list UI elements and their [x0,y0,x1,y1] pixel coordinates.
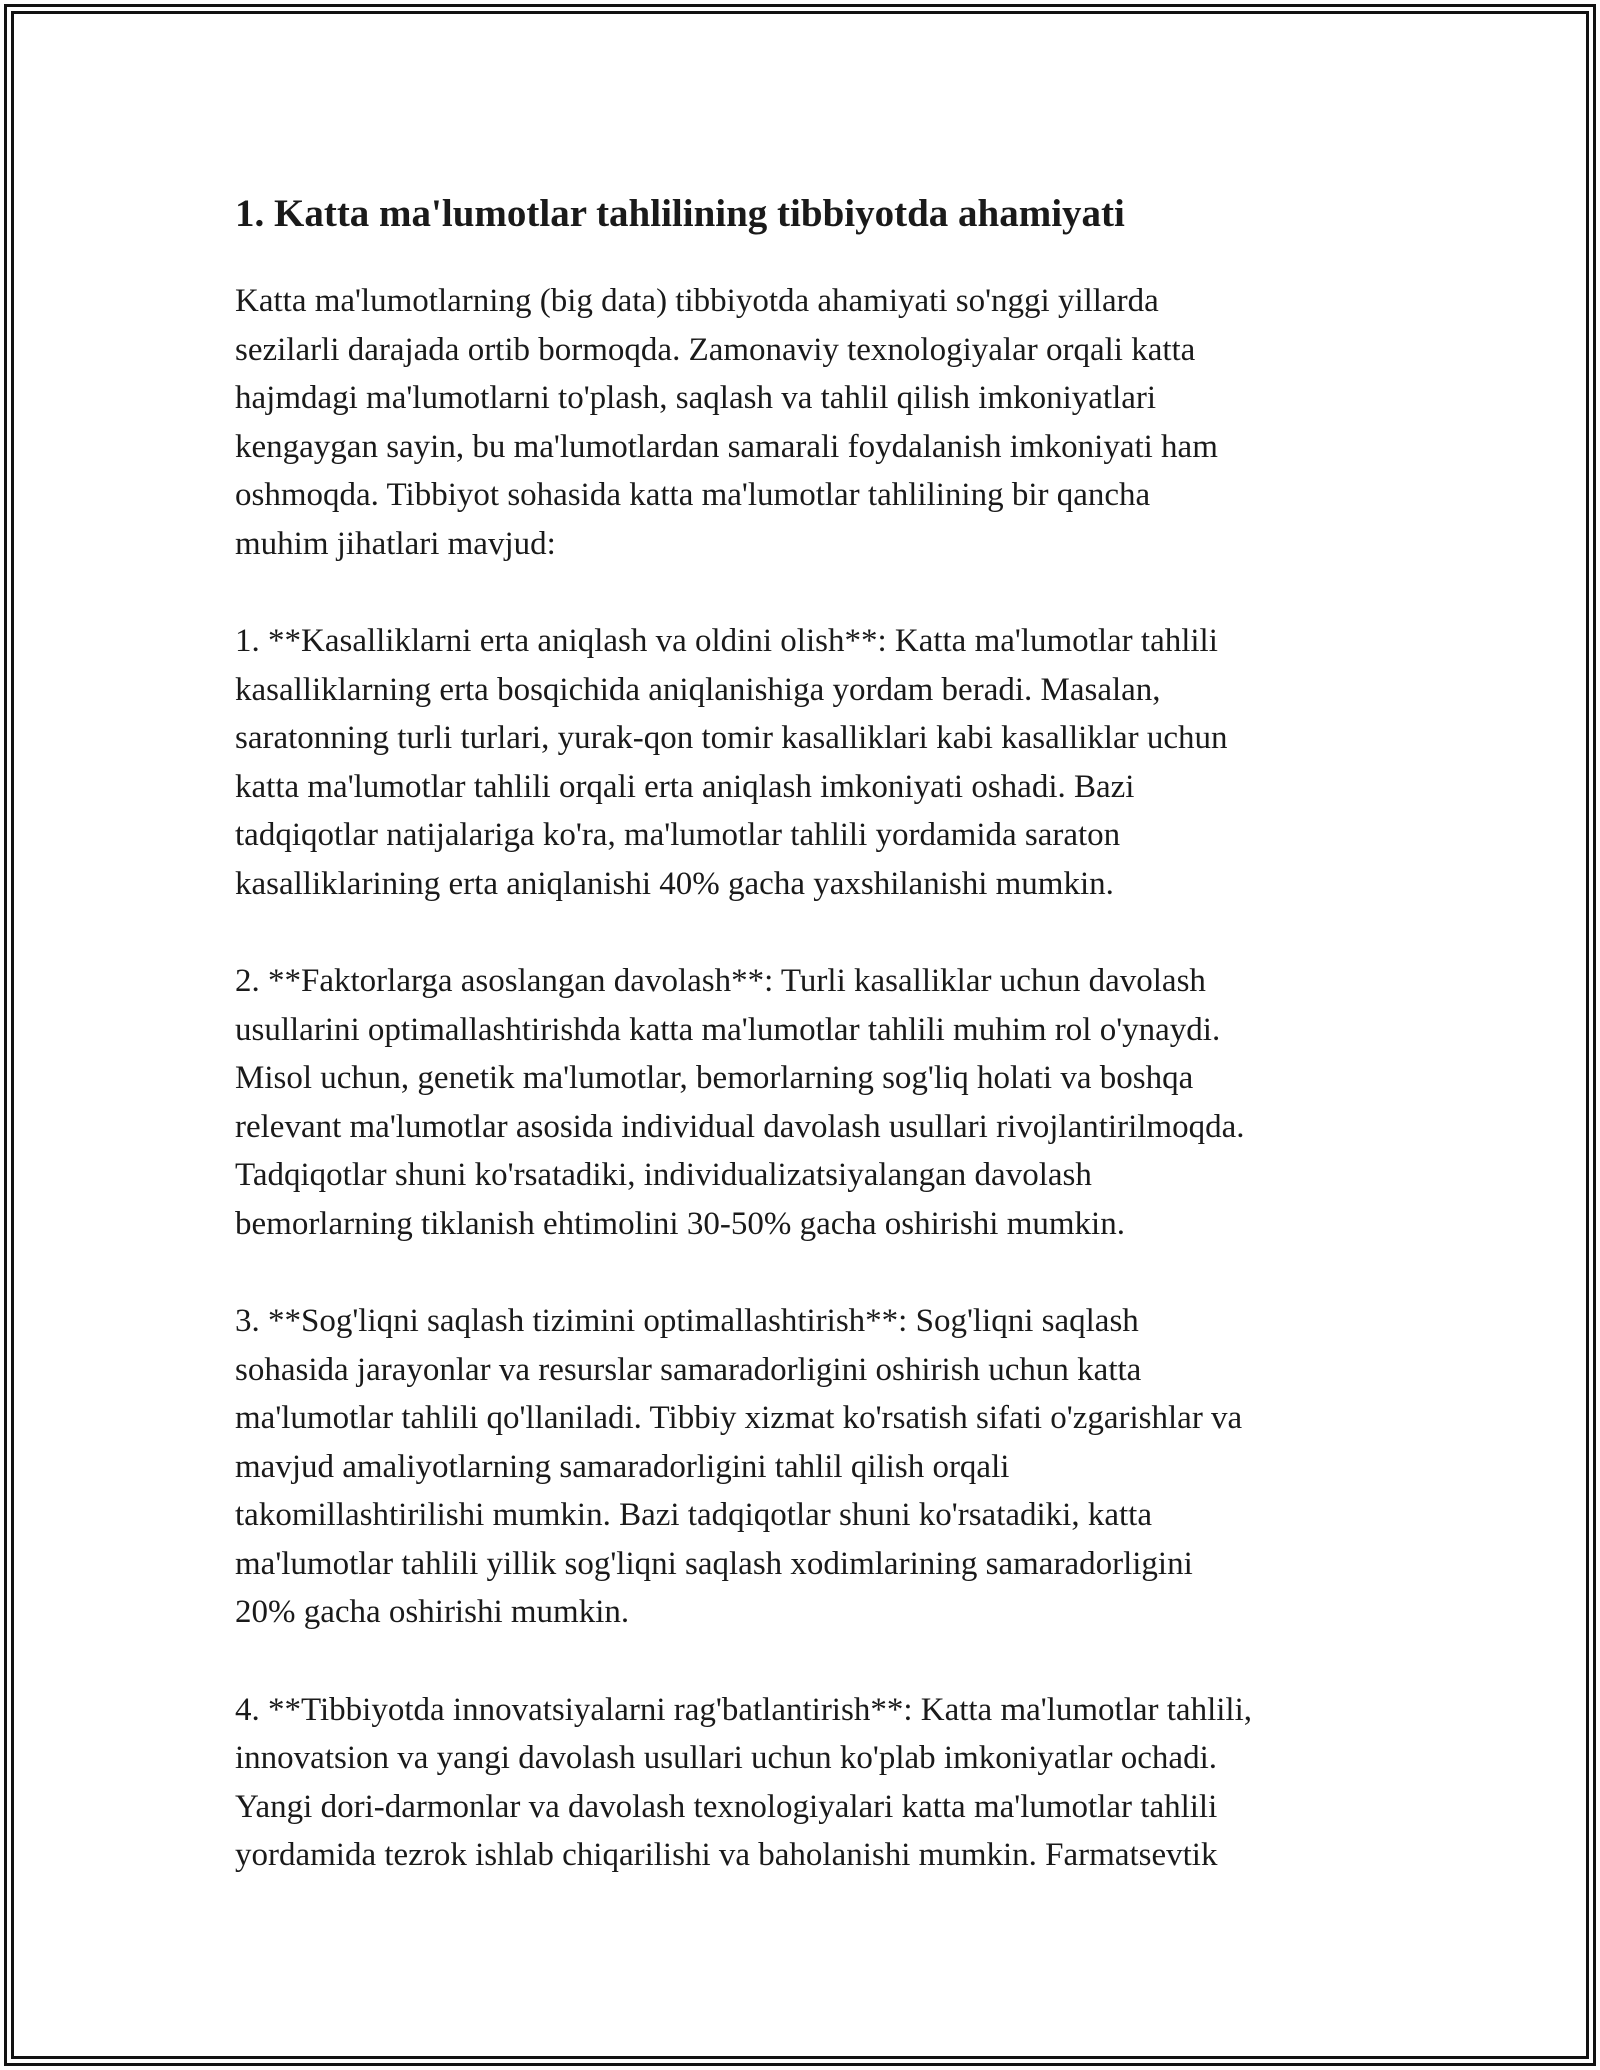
document-body [235,185,1385,1929]
text-line: kengaygan sayin, bu ma'lumotlardan samarali foydalanish imkoniyati ham [235,428,1218,465]
text-line: Tadqiqotlar shuni ko'rsatadiki, individualizatsiyalangan davolash [235,1157,1092,1193]
text-line: kasalliklarning erta bosqichida aniqlanishiga yordam beradi. Masalan, [235,671,1161,708]
text-line: Misol uchun, genetik ma'lumotlar, bemorlarning sog'liq holati va boshqa [235,1060,1194,1096]
paragraph-item-2 [235,957,1385,1248]
text-line: sohasida jarayonlar va resurslar samaradorligini oshirish uchun katta [235,1351,1142,1388]
text-line: ma'lumotlar tahlili yillik sog'liqni saqlash xodimlarining samaradorligini [235,1545,1193,1582]
text-line: relevant ma'lumotlar asosida individual davolash usullari rivojlantirilmoqda. [235,1108,1245,1145]
text-line: saratonning turli turlari, yurak-qon tomir kasalliklari kabi kasalliklar uchun [235,720,1228,756]
text-line: kasalliklarining erta aniqlanishi 40% gacha yaxshilanishi mumkin. [235,865,1114,902]
text-line: takomillashtirilishi mumkin. Bazi tadqiqotlar shuni ko'rsatadiki, katta [235,1497,1152,1533]
text-line: usullarini optimallashtirishda katta ma'lumotlar tahlili muhim rol o'ynaydi. [235,1011,1221,1048]
section-heading: 1. Katta ma'lumotlar tahlilining tibbiyotda ahamiyati [235,192,1125,235]
text-line: 20% gacha oshirishi mumkin. [235,1594,630,1630]
text-line: muhim jihatlari mavjud: [235,525,556,562]
paragraph-item-3 [235,1297,1385,1637]
text-line: 1. **Kasalliklarni erta aniqlash va oldini olish**: Katta ma'lumotlar tahlili [235,623,1218,659]
text-line: 3. **Sog'liqni saqlash tizimini optimallashtirish**: Sog'liqni saqlash [235,1303,1139,1339]
text-line: katta ma'lumotlar tahlili orqali erta aniqlash imkoniyati oshadi. Bazi [235,768,1135,805]
text-line: mavjud amaliyotlarning samaradorligini tahlil qilish orqali [235,1448,1010,1485]
text-line: 4. **Tibbiyotda innovatsiyalarni rag'batlantirish**: Katta ma'lumotlar tahlili, [235,1691,1253,1728]
text-line: bemorlarning tiklanish ehtimolini 30-50% gacha oshirishi mumkin. [235,1205,1125,1242]
text-line: Yangi dori-darmonlar va davolash texnologiyalari katta ma'lumotlar tahlili [235,1788,1218,1825]
text-line: innovatsion va yangi davolash usullari uchun ko'plab imkoniyatlar ochadi. [235,1740,1217,1776]
text-line: hajmdagi ma'lumotlarni to'plash, saqlash va tahlil qilish imkoniyatlari [235,380,1157,416]
paragraph-item-4 [235,1686,1385,1880]
text-line: Katta ma'lumotlarning (big data) tibbiyotda ahamiyati so'nggi yillarda [235,283,1159,319]
text-line: oshmoqda. Tibbiyot sohasida katta ma'lumotlar tahlilining bir qancha [235,477,1151,513]
text-line: yordamida tezrok ishlab chiqarilishi va baholanishi mumkin. Farmatsevtik [235,1837,1218,1873]
paragraph-item-1 [235,617,1385,908]
text-line: ma'lumotlar tahlili qo'llaniladi. Tibbiy xizmat ko'rsatish sifati o'zgarishlar va [235,1400,1243,1436]
text-line: sezilarli darajada ortib bormoqda. Zamonaviy texnologiyalar orqali katta [235,331,1196,368]
text-line: tadqiqotlar natijalariga ko'ra, ma'lumotlar tahlili yordamida saraton [235,817,1121,853]
text-line: 2. **Faktorlarga asoslangan davolash**: Turli kasalliklar uchun davolash [235,963,1206,999]
paragraph-intro [235,277,1385,568]
